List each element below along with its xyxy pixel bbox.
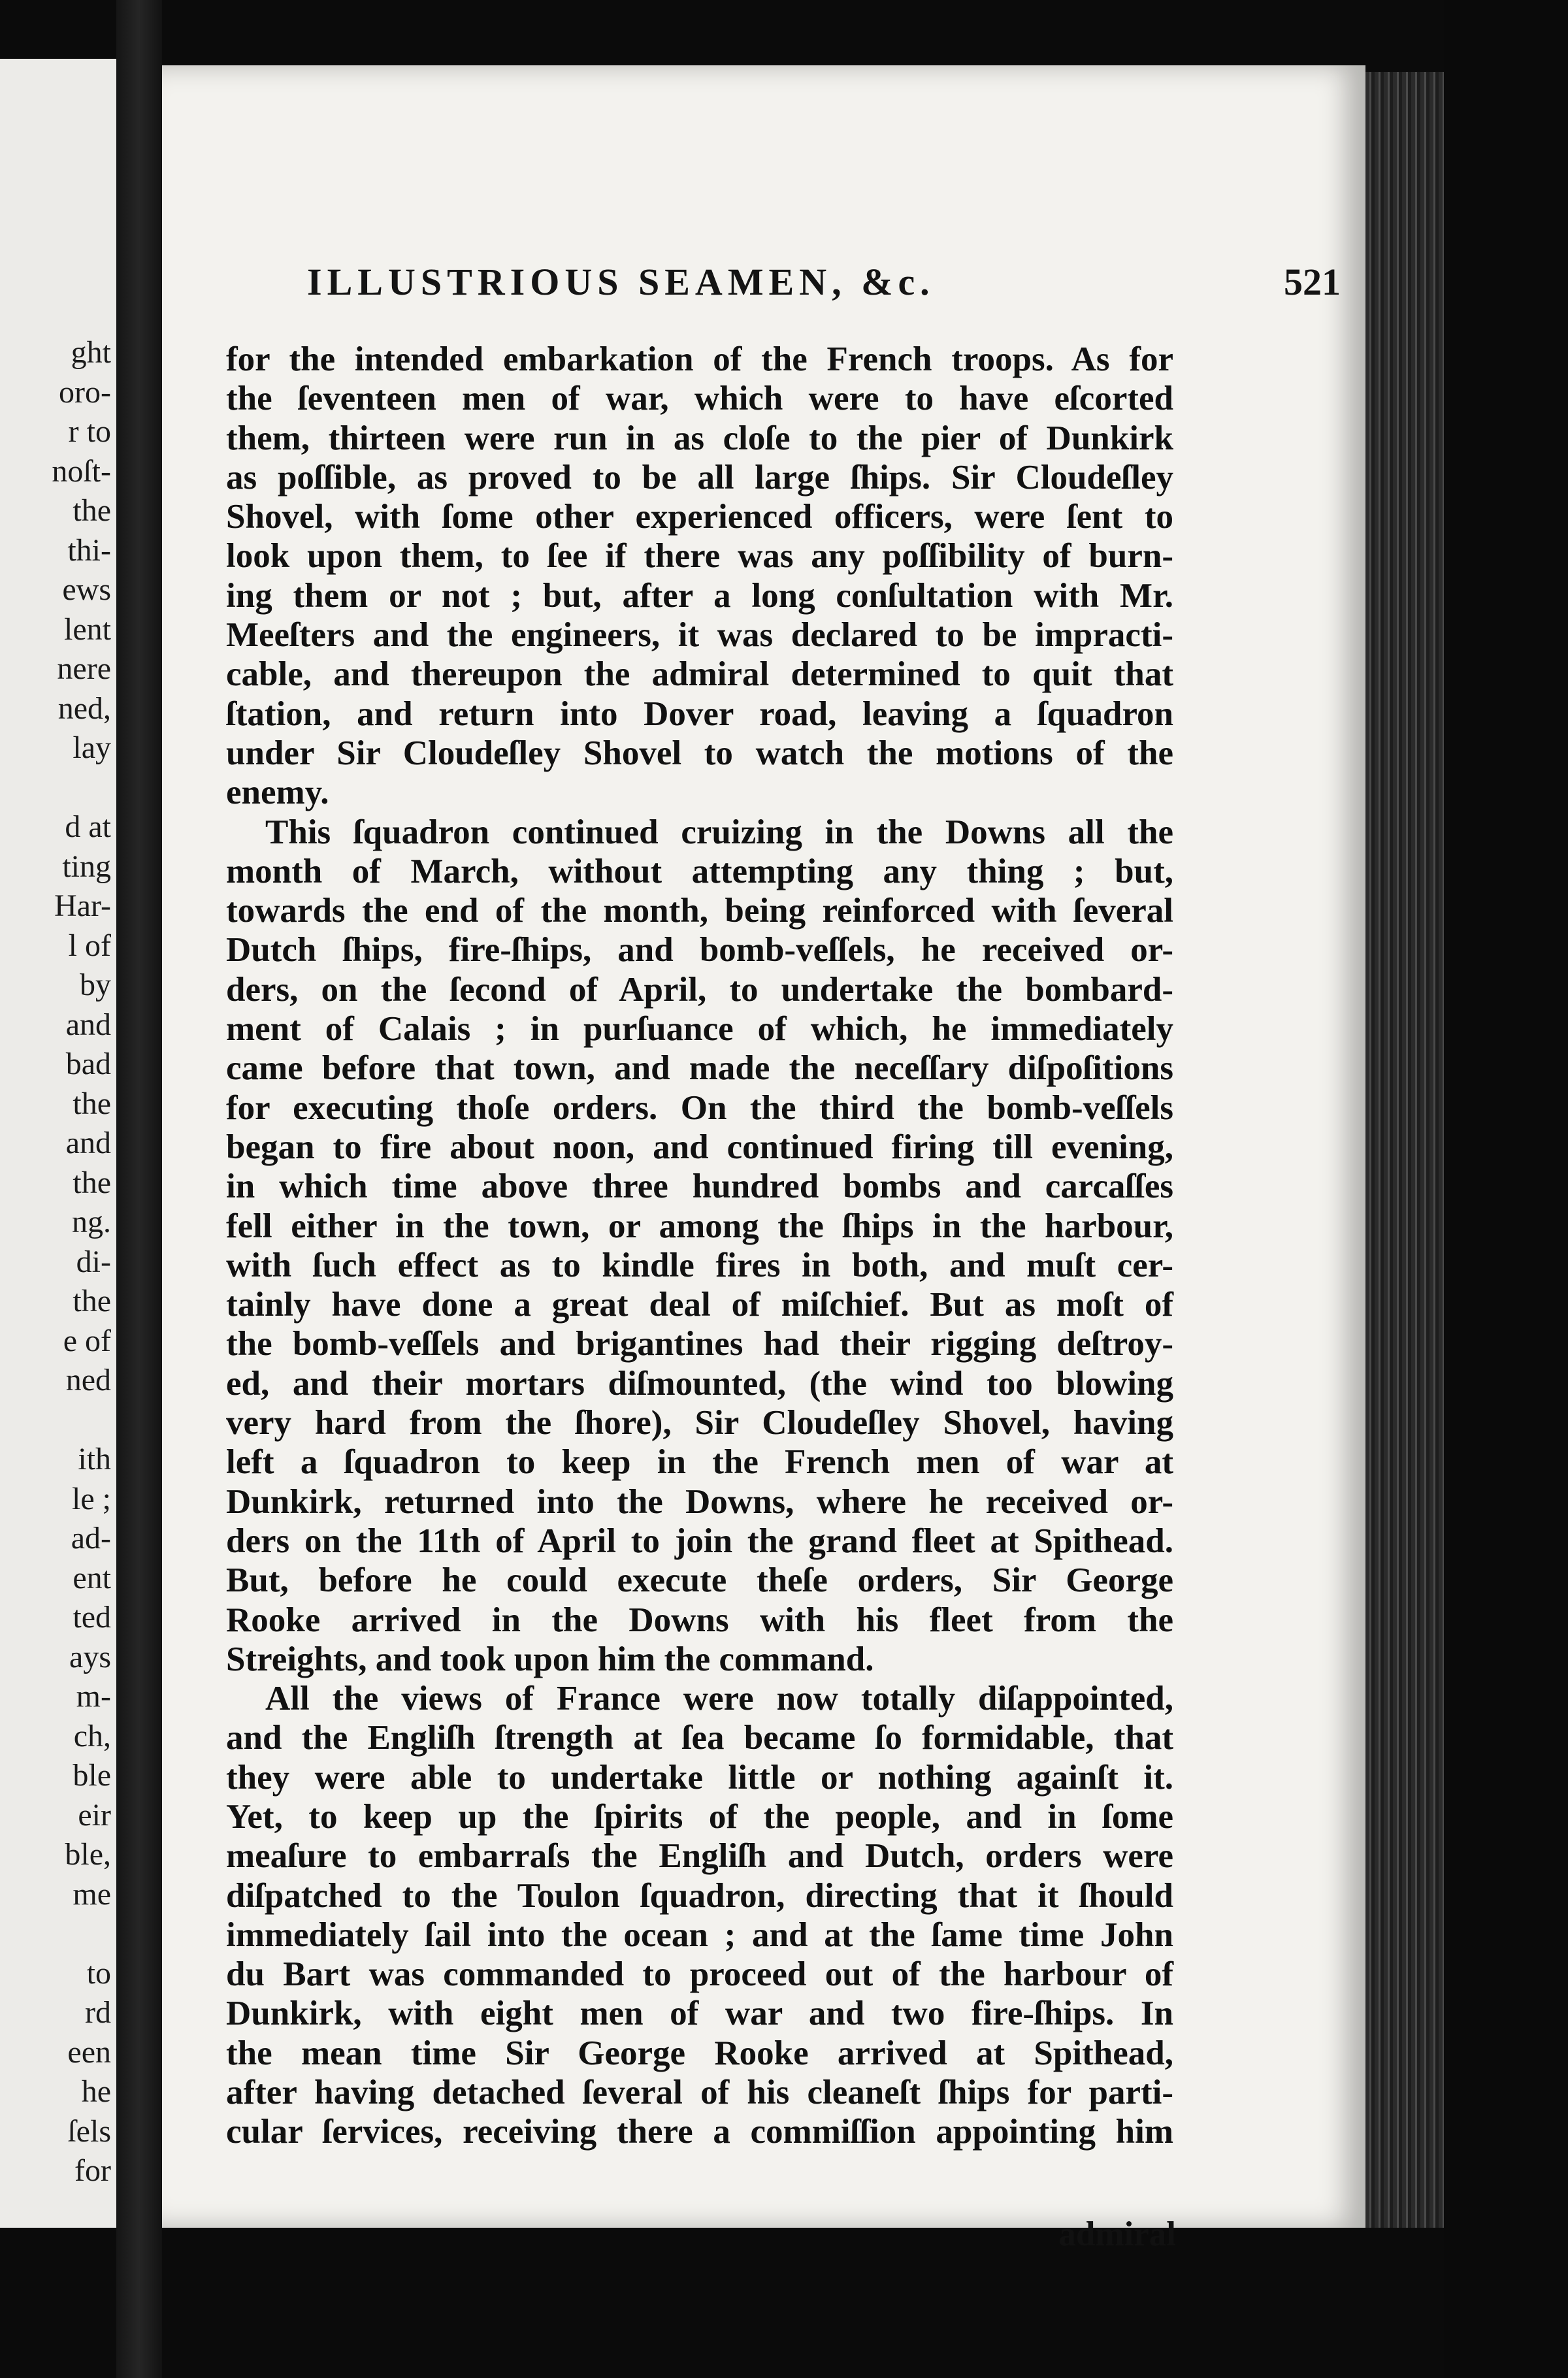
left-page-fragment (52, 1401, 111, 1441)
book-page (162, 65, 1365, 2253)
left-page-fragment: nere (57, 651, 111, 686)
text-line: the ſeventeen men of war, which were to have eſcorted (226, 380, 1173, 418)
text-line: as poſſible, as proved to be all large ſhips. Sir Cloudeſley (226, 458, 1173, 497)
text-line: ſtation, and return into Dover road, leaving a ſquadron (226, 694, 1173, 733)
text-line: towards the end of the month, being reinforced with ſeveral (226, 892, 1173, 930)
text-line: very hard from the ſhore), Sir Cloudeſley Shovel, having (226, 1404, 1173, 1442)
text-line: Meeſters and the engineers, it was declared to be impracti- (226, 616, 1173, 655)
left-page-fragment: rd (85, 1995, 111, 2030)
text-line: ders on the 11th of April to join the grand fleet at Spithead. (226, 1522, 1173, 1560)
text-line: Dunkirk, returned into the Downs, where he received or- (226, 1482, 1173, 1521)
body-text (226, 340, 1173, 2152)
text-line: Dutch ſhips, fire-ſhips, and bomb-veſſels, he received or- (226, 931, 1173, 969)
text-line: ing them or not ; but, after a long conſultation with Mr. (226, 576, 1173, 615)
left-page-fragment: ned, (57, 691, 111, 726)
text-line: du Bart was commanded to proceed out of the harbour of (226, 1955, 1173, 1994)
text-line: and the Engliſh ſtrength at ſea became ſo formidable, that (226, 1719, 1173, 1757)
book-gutter (116, 0, 162, 2378)
text-line: This ſquadron continued cruizing in the Downs all the (265, 813, 1173, 851)
text-line: meaſure to embarraſs the Engliſh and Dutch, orders were (226, 1837, 1173, 1876)
text-line: they were able to undertake little or nothing againſt it. (226, 1758, 1173, 1797)
left-page-fragment: ned (65, 1363, 111, 1397)
left-page-fragment: ews (62, 572, 111, 607)
left-page-fragment: ted (73, 1600, 111, 1635)
text-line: enemy. (226, 774, 329, 812)
text-line: the bomb-veſſels and brigantines had their rigging deſtroy- (226, 1325, 1173, 1363)
left-page-fragment: he (81, 2074, 111, 2109)
text-line: look upon them, to ſee if there was any poſſibility of burn- (226, 537, 1173, 576)
left-page-fragment: and (65, 1126, 111, 1160)
left-page-fragment: to (86, 1955, 111, 1991)
left-page-fragment: een (67, 2034, 111, 2070)
page-header (307, 260, 1341, 304)
left-page-fragment: ng. (72, 1205, 111, 1239)
left-page-fragment (52, 768, 111, 808)
text-line: for executing thoſe orders. On the third the bomb-veſſels (226, 1088, 1173, 1127)
text-line: month of March, without attempting any thing ; but, (226, 852, 1173, 890)
left-page-fragment: ſels (67, 2113, 111, 2149)
page-edges (1365, 72, 1444, 2228)
text-line: cable, and thereupon the admiral determined to quit that (226, 655, 1173, 694)
left-page-fragment: ad- (71, 1521, 111, 1555)
text-line: left a ſquadron to keep in the French men of war at (226, 1443, 1173, 1482)
left-page-fragment: r to (68, 414, 111, 449)
text-line: under Sir Cloudeſley Shovel to watch the motions of the (226, 734, 1173, 772)
left-page-strip (0, 59, 116, 2228)
left-page-fragment: the (73, 1165, 111, 1200)
left-page-fragment: the (73, 1284, 111, 1318)
left-page-fragment: ays (69, 1639, 111, 1674)
left-page-fragments (52, 333, 111, 2191)
left-page-fragment: ch, (73, 1718, 111, 1753)
text-line: with ſuch effect as to kindle fires in both, and muſt cer- (226, 1246, 1173, 1284)
text-line: immediately ſail into the ocean ; and at the ſame time John (226, 1915, 1173, 1954)
left-page-fragment: ght (71, 335, 111, 370)
left-page-fragment (52, 1914, 111, 1954)
text-line: them, thirteen were run in as cloſe to the pier of Dunkirk (226, 419, 1173, 457)
page-number: 521 (1284, 261, 1341, 303)
left-page-fragment: ting (62, 849, 111, 884)
left-page-fragment: me (73, 1876, 111, 1912)
left-page-fragment: e of (63, 1323, 111, 1358)
left-page-fragment: by (80, 968, 111, 1002)
text-line: But, before he could execute theſe orders, Sir George (226, 1561, 1173, 1600)
text-line: Yet, to keep up the ſpirits of the people, and in ſome (226, 1797, 1173, 1836)
text-line: All the views of France were now totally diſappointed, (265, 1680, 1173, 1718)
left-page-fragment: the (73, 493, 111, 528)
left-page-fragment: thi- (67, 532, 111, 568)
text-line: Rooke arrived in the Downs with his fleet from the (226, 1601, 1173, 1639)
left-page-fragment: for (74, 2153, 111, 2188)
text-line: came before that town, and made the neceſſary diſpoſitions (226, 1049, 1173, 1088)
left-page-fragment: lay (73, 730, 111, 765)
text-line: ders, on the ſecond of April, to undertake the bombard- (226, 970, 1173, 1009)
text-line: fell either in the town, or among the ſhips in the harbour, (226, 1207, 1173, 1245)
left-page-fragment: ith (78, 1442, 111, 1476)
left-page-fragment: di- (76, 1244, 111, 1279)
text-line: ment of Calais ; in purſuance of which, he immediately (226, 1010, 1173, 1049)
text-line: began to fire about noon, and continued firing till evening, (226, 1128, 1173, 1166)
text-line: after having detached ſeveral of his cleaneſt ſhips for parti- (226, 2074, 1173, 2112)
text-line: tainly have done a great deal of miſchief. But as moſt of (226, 1286, 1173, 1324)
left-page-fragment: lent (64, 611, 111, 647)
left-page-fragment: eir (78, 1797, 111, 1832)
text-line: the mean time Sir George Rooke arrived at Spithead, (226, 2034, 1173, 2072)
running-title: ILLUSTRIOUS SEAMEN, &c. (307, 261, 935, 303)
text-line: Streights, and took upon him the command. (226, 1640, 874, 1678)
catchword: admiral (1058, 2215, 1176, 2253)
scan-background (1444, 0, 1568, 2378)
text-line: in which time above three hundred bombs and carcaſſes (226, 1167, 1173, 1206)
left-page-fragment: l of (68, 928, 111, 963)
left-page-fragment: d at (65, 809, 111, 844)
left-page-fragment: ble (73, 1758, 111, 1793)
left-page-fragment: ble, (65, 1837, 111, 1872)
text-line: Dunkirk, with eight men of war and two fire-ſhips. In (226, 1995, 1173, 2033)
text-line: ed, and their mortars diſmounted, (the wind too blowing (226, 1364, 1173, 1403)
text-line: diſpatched to the Toulon ſquadron, directing that it ſhould (226, 1876, 1173, 1915)
left-page-fragment: and (65, 1007, 111, 1042)
left-page-fragment: noſt- (52, 453, 111, 489)
left-page-fragment: oro- (59, 374, 111, 410)
left-page-fragment: m- (76, 1679, 111, 1714)
left-page-fragment: le ; (72, 1481, 111, 1516)
left-page-fragment: Har- (54, 888, 111, 923)
text-line: Shovel, with ſome other experienced officers, were ſent to (226, 498, 1173, 536)
left-page-fragment: bad (65, 1047, 111, 1081)
text-line: cular ſervices, receiving there a commiſſion appointing him (226, 2113, 1173, 2151)
left-page-fragment: the (73, 1086, 111, 1121)
left-page-fragment: ent (73, 1560, 111, 1595)
text-line: for the intended embarkation of the French troops. As for (226, 340, 1173, 378)
